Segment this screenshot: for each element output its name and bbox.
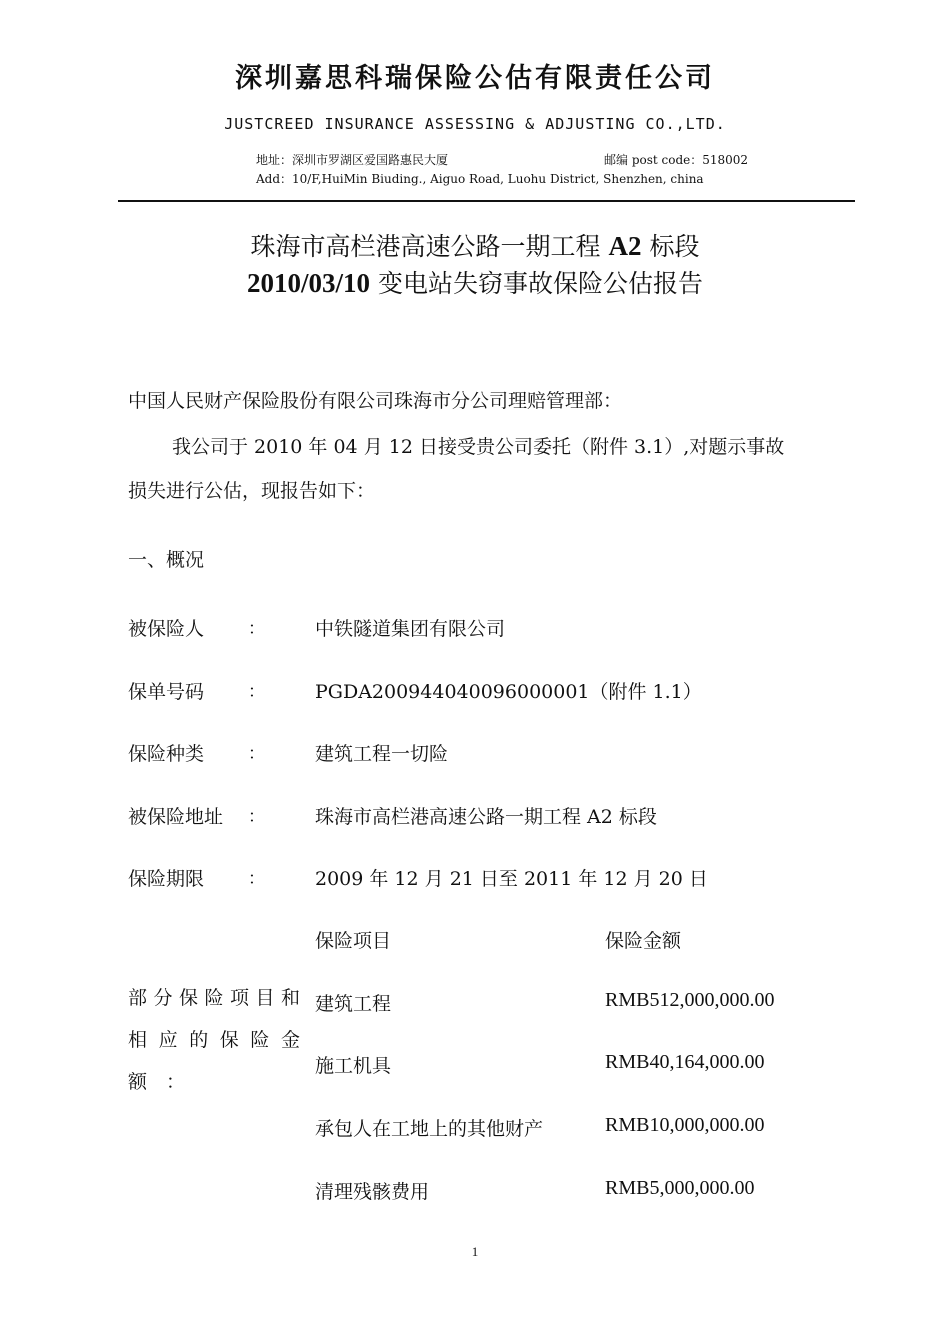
intro-line1: 我公司于 2010 年 04 月 12 日接受贵公司委托（附件 3.1）,对题示事故 (172, 436, 785, 458)
section-title: 一、概况 (128, 549, 205, 571)
coverage-label-line1: 部分保险项目和 (128, 987, 300, 1009)
coverage-item-name: 清理残骸费用 (315, 1181, 430, 1203)
header-divider (118, 200, 855, 202)
overview-colon: ： (248, 869, 265, 889)
company-name-cn: 深圳嘉思科瑞保险公估有限责任公司 (235, 63, 715, 94)
coverage-item-name: 承包人在工地上的其他财产 (315, 1118, 544, 1140)
overview-label: 保险种类 (128, 743, 205, 765)
coverage-item-amount: RMB10,000,000.00 (605, 1114, 765, 1136)
overview-value: PGDA200944040096000001（附件 1.1） (315, 681, 702, 703)
overview-value: 2009 年 12 月 21 日至 2011 年 12 月 20 日 (315, 868, 708, 890)
coverage-item-amount: RMB512,000,000.00 (605, 989, 775, 1011)
overview-colon: ： (248, 744, 265, 764)
overview-colon: ： (248, 682, 265, 702)
title-line2-date: 2010/03/10 (247, 268, 371, 298)
title-line2-text: 变电站失窃事故保险公估报告 (377, 269, 703, 298)
report-title-line1 (0, 227, 950, 263)
overview-value: 珠海市高栏港高速公路一期工程 A2 标段 (315, 806, 657, 828)
title-line1-suffix: 标段 (649, 232, 700, 261)
overview-value: 建筑工程一切险 (315, 743, 449, 765)
overview-label: 保险期限 (128, 868, 205, 890)
overview-label: 保单号码 (128, 681, 205, 703)
overview-colon: ： (248, 807, 265, 827)
coverage-item-name: 建筑工程 (315, 993, 392, 1015)
intro-line2: 损失进行公估，现报告如下： (128, 480, 376, 502)
coverage-item-amount: RMB5,000,000.00 (605, 1177, 755, 1199)
coverage-label-line2: 相应的保险金 (128, 1029, 300, 1051)
company-name-en: JUSTCREED INSURANCE ASSESSING & ADJUSTING CO.,LTD. (224, 115, 726, 133)
report-title-line2 (0, 264, 950, 300)
coverage-item-name: 施工机具 (315, 1055, 392, 1077)
postcode: 邮编 post code：518002 (604, 153, 749, 167)
coverage-label-line3: 额 ： (128, 1071, 186, 1093)
address-en: Add：10/F,HuiMin Biuding., Aiguo Road, Luohu District, Shenzhen, china (256, 172, 704, 186)
coverage-item-amount: RMB40,164,000.00 (605, 1051, 765, 1073)
overview-value: 中铁隧道集团有限公司 (315, 618, 506, 640)
page-number: 1 (471, 1244, 479, 1259)
address-cn: 地址：深圳市罗湖区爱国路惠民大厦 (256, 153, 449, 167)
overview-colon: ： (248, 619, 265, 639)
overview-label: 被保险人 (128, 618, 205, 640)
title-line1-prefix: 珠海市高栏港高速公路一期工程 (250, 232, 601, 261)
overview-label: 被保险地址 (128, 806, 224, 828)
coverage-header-item: 保险项目 (315, 930, 392, 952)
coverage-header-amount: 保险金额 (605, 930, 682, 952)
title-line1-section: A2 (608, 231, 642, 261)
greeting: 中国人民财产保险股份有限公司珠海市分公司理赔管理部： (128, 390, 623, 412)
coverage-label (128, 977, 300, 1103)
